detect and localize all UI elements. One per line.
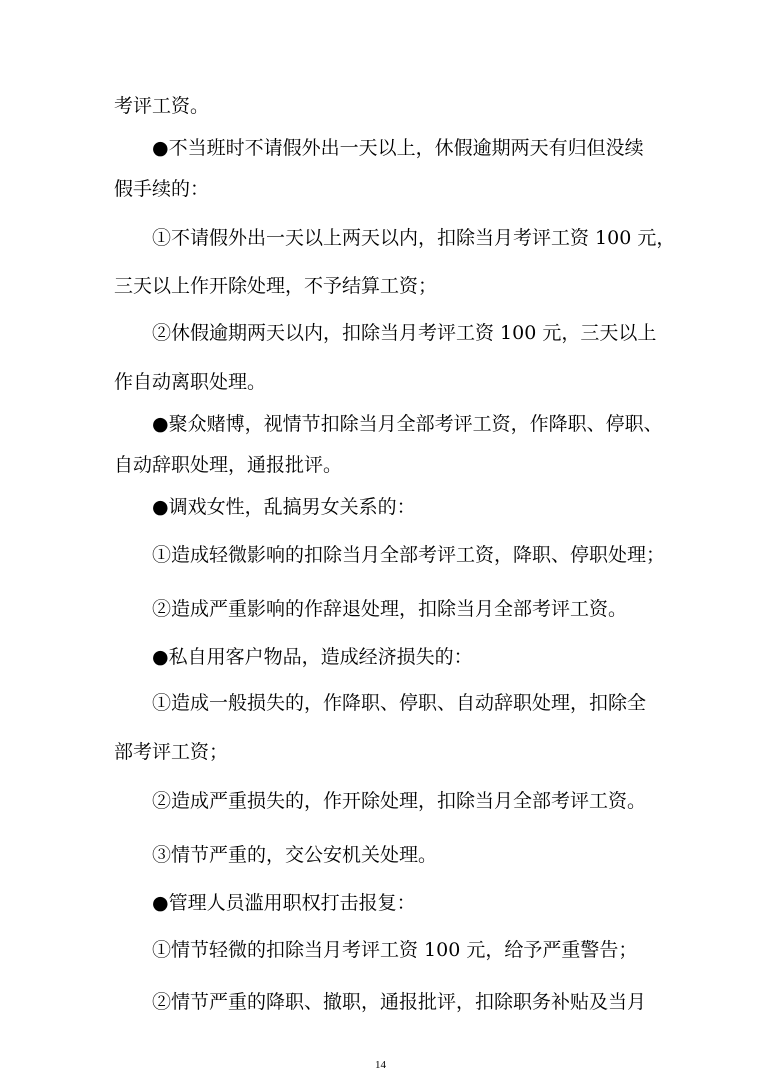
text-line: ②造成严重影响的作辞退处理，扣除当月全部考评工资。 <box>152 598 628 620</box>
text-line: 考评工资。 <box>114 95 210 117</box>
text-line: ③情节严重的，交公安机关处理。 <box>152 844 438 866</box>
text-line: ●不当班时不请假外出一天以上，休假逾期两天有归但没续 <box>152 137 644 159</box>
text-line: ②造成严重损失的，作开除处理，扣除当月全部考评工资。 <box>152 790 647 812</box>
text-line: ①不请假外出一天以上两天以内，扣除当月考评工资 100 元， <box>152 227 676 249</box>
page-number: 14 <box>375 1059 386 1071</box>
text-line: ●调戏女性，乱搞男女关系的： <box>152 496 416 518</box>
text-line: 部考评工资； <box>114 741 229 763</box>
text-line: ①造成一般损失的，作降职、停职、自动辞职处理，扣除全 <box>152 692 647 714</box>
text-line: 三天以上作开除处理，不予结算工资； <box>114 275 438 297</box>
text-line: ●管理人员滥用职权打击报复： <box>152 892 416 914</box>
text-line: 作自动离职处理。 <box>114 371 267 393</box>
text-line: 自动辞职处理，通报批评。 <box>114 454 343 476</box>
text-line: ●聚众赌博，视情节扣除当月全部考评工资，作降职、停职、 <box>152 413 663 435</box>
text-line: ①情节轻微的扣除当月考评工资 100 元，给予严重警告； <box>152 939 638 961</box>
text-line: ②情节严重的降职、撤职，通报批评，扣除职务补贴及当月 <box>152 991 647 1013</box>
text-line: 假手续的： <box>114 178 210 200</box>
text-line: ●私自用客户物品，造成经济损失的： <box>152 646 473 668</box>
text-line: ①造成轻微影响的扣除当月全部考评工资，降职、停职处理； <box>152 544 666 566</box>
text-line: ②休假逾期两天以内，扣除当月考评工资 100 元，三天以上 <box>152 322 657 344</box>
